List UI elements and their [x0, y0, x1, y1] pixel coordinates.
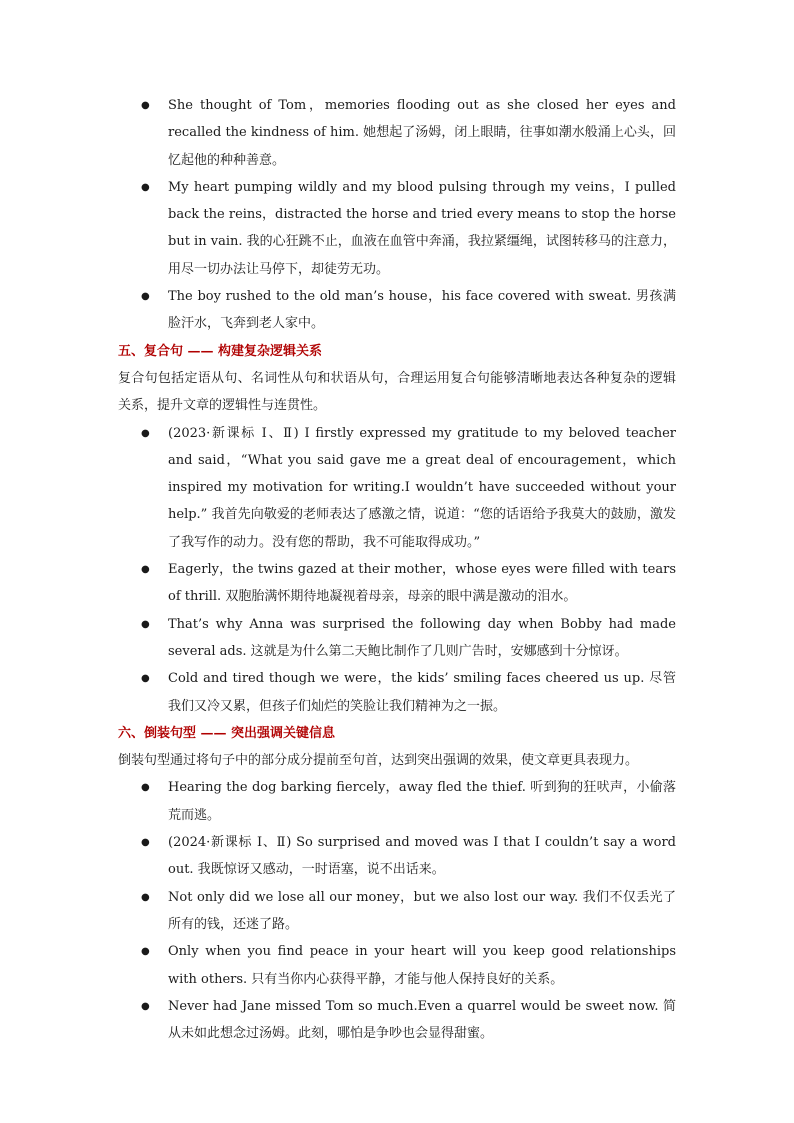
bullet-icon: ●: [141, 291, 150, 303]
bullet-icon: ●: [141, 1000, 150, 1012]
bullet-icon: ●: [141, 100, 150, 111]
bullet-icon: ●: [141, 618, 150, 630]
section-intro-5: 复合句包括定语从句、名词性从句和状语从句，合理运用复合句能够清晰地表达各种复杂的逻辑关系，提升文章的逻辑性与连贯性。: [118, 370, 676, 414]
list-item-text: Eagerly，the twins gazed at their mother，whose eyes were filled with tears of thrill. 双胞胎满怀期待地凝视着母亲，母亲的眼中满是激动的泪水。: [168, 562, 676, 605]
bullet-icon: ●: [141, 427, 150, 439]
list-item-text: Not only did we lose all our money，but we also lost our way. 我们不仅丢光了所有的钱，还迷了路。: [168, 889, 676, 932]
example-list-section-6: [118, 774, 676, 1047]
bullet-icon: ●: [141, 946, 150, 958]
list-item-text: (2023·新课标 Ⅰ、Ⅱ) I firstly expressed my gratitude to my beloved teacher and said，“What you said gave me a great deal of encouragement，which inspired my motivation for writing.I wouldn’t have succeeded without your help.” 我首先向敬爱的老师表达了感激之情，说道：“您的话语给予我莫大的鼓励，激发了我写作的动力。没有您的帮助，我不可能取得成功。”: [168, 425, 676, 550]
list-item: [118, 420, 676, 556]
section-heading-6: 六、倒装句型 —— 突出强调关键信息: [118, 725, 336, 741]
list-item-text: She thought of Tom，memories flooding out as she closed her eyes and recalled the kindness of him. 她想起了汤姆，闭上眼睛，往事如潮水般涌上心头，回忆起他的种种善意。: [168, 98, 676, 168]
list-item: [118, 174, 676, 283]
list-item: [118, 611, 676, 666]
list-item: [118, 283, 676, 338]
list-item-text: The boy rushed to the old man’s house，his face covered with sweat. 男孩满脸汗水，飞奔到老人家中。: [168, 289, 676, 332]
section-heading-5: 五、复合句 —— 构建复杂逻辑关系: [118, 343, 323, 359]
bullet-icon: ●: [141, 782, 150, 794]
list-item: [118, 884, 676, 939]
list-item: [118, 774, 676, 829]
bullet-icon: ●: [141, 564, 150, 576]
bullet-icon: ●: [141, 673, 150, 685]
list-item: [118, 993, 676, 1048]
example-list-section-5: [118, 420, 676, 720]
bullet-icon: ●: [141, 837, 150, 849]
list-item-text: My heart pumping wildly and my blood pulsing through my veins，I pulled back the reins，distracted the horse and tried every means to stop the horse but in vain. 我的心狂跳不止，血液在血管中奔涌，我拉紧缰绳，试图转移马的注意力，用尽一切办法让马停下，却徒劳无功。: [168, 179, 676, 277]
list-item: [118, 938, 676, 993]
list-item-text: (2024·新课标 Ⅰ、Ⅱ) So surprised and moved was I that I couldn’t say a word out. 我既惊讶又感动，一时语塞，说不出话来。: [168, 835, 676, 878]
list-item-text: Hearing the dog barking fiercely，away fled the thief. 听到狗的狂吠声，小偷落荒而逃。: [168, 780, 676, 823]
list-item-text: That’s why Anna was surprised the following day when Bobby had made several ads. 这就是为什么第二天鲍比制作了几则广告时，安娜感到十分惊讶。: [168, 616, 676, 659]
list-item: [118, 556, 676, 611]
bullet-icon: ●: [141, 891, 150, 903]
list-item: [118, 92, 676, 174]
example-list-section-4: [118, 92, 676, 338]
list-item: [118, 829, 676, 884]
list-item-text: Only when you find peace in your heart will you keep good relationships with others. 只有当你内心获得平静，才能与他人保持良好的关系。: [168, 944, 676, 987]
list-item: [118, 665, 676, 720]
bullet-icon: ●: [141, 181, 150, 193]
list-item-text: Never had Jane missed Tom so much.Even a quarrel would be sweet now. 简从未如此想念过汤姆。此刻，哪怕是争吵也会显得甜蜜。: [168, 998, 676, 1042]
list-item-text: Cold and tired though we were，the kids’ smiling faces cheered us up. 尽管我们又冷又累，但孩子们灿烂的笑脸让我们精神为之一振。: [168, 671, 676, 714]
section-intro-6: 倒装句型通过将句子中的部分成分提前至句首，达到突出强调的效果，使文章更具表现力。: [118, 753, 639, 769]
